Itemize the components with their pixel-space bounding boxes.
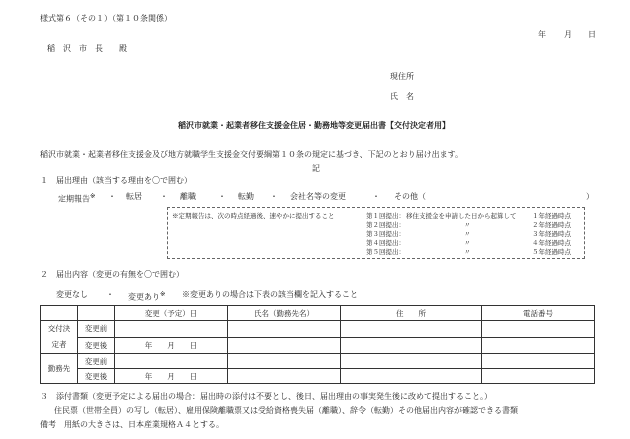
option-no-change: 変更なし	[56, 290, 88, 299]
option-resign: 離職	[180, 192, 196, 201]
ki-mark: 記	[312, 164, 320, 173]
table-row	[41, 354, 595, 369]
phone-cell[interactable]	[482, 369, 595, 384]
schedule-years: ４年経過時点	[532, 239, 571, 247]
header-name: 氏名（勤務先名）	[228, 306, 341, 321]
option-sep: ・	[218, 192, 226, 201]
address-cell[interactable]	[341, 321, 482, 338]
row-label-after: 変更後	[78, 369, 115, 384]
change-table	[40, 305, 595, 384]
address-label: 現住所	[390, 72, 414, 81]
name-cell[interactable]	[228, 369, 341, 384]
row-label-after: 変更後	[78, 337, 115, 354]
option-sep: ・	[108, 192, 116, 201]
option-sep: ・	[106, 290, 114, 299]
option-moving: 転居	[126, 192, 142, 201]
schedule-desc: 〃	[464, 221, 471, 229]
option-other-close: ）	[586, 192, 594, 201]
date-cell[interactable]: 年 月 日	[115, 369, 228, 384]
changed-mark: ※	[160, 290, 166, 298]
regular-mark: ※	[90, 192, 96, 200]
name-cell[interactable]	[228, 354, 341, 369]
schedule-label: 第４回提出：	[366, 239, 405, 247]
group-recipient	[41, 321, 78, 354]
addressee: 稲 沢 市 長 殿	[47, 44, 127, 53]
section1-heading: １ 届出理由（該当する理由を〇で囲む）	[40, 176, 192, 185]
option-changed	[128, 290, 165, 303]
address-cell[interactable]	[341, 354, 482, 369]
table-row	[41, 337, 595, 354]
header-address: 住 所	[341, 306, 482, 321]
address-cell[interactable]	[341, 337, 482, 354]
option-sep: ・	[372, 192, 380, 201]
schedule-years: ２年経過時点	[532, 221, 571, 229]
group-recipient-line2: 定者	[51, 340, 67, 349]
table-header-row	[41, 306, 595, 321]
form-number: 様式第６（その１）（第１０条関係）	[40, 14, 172, 23]
schedule-label: 第１回提出：	[366, 212, 405, 220]
schedule-desc: 〃	[464, 248, 471, 256]
document-title: 稲沢市就業・起業者移住支援金住居・勤務地等変更届出書【交付決定者用】	[178, 120, 450, 130]
section2-heading: ２ 届出内容（変更の有無を〇で囲む）	[40, 270, 184, 279]
schedule-years: １年経過時点	[532, 212, 571, 220]
schedule-desc: 〃	[464, 239, 471, 247]
row-label-before: 変更前	[78, 354, 115, 369]
date-cell[interactable]: 年 月 日	[115, 337, 228, 354]
table-corner-cell	[78, 306, 115, 321]
phone-cell[interactable]	[482, 354, 595, 369]
option-regular	[58, 192, 95, 205]
option-transfer: 転勤	[238, 192, 254, 201]
name-cell[interactable]	[228, 321, 341, 338]
schedule-desc: 移住支援金を申請した日から起算して	[406, 212, 517, 220]
option-company-change: 会社名等の変更	[290, 192, 346, 201]
group-workplace: 勤務先	[41, 354, 78, 384]
schedule-label: 第５回提出：	[366, 248, 405, 256]
remarks: 備考 用紙の大きさは、日本産業規格Ａ４とする。	[40, 420, 224, 429]
section3-documents: 住民票（世帯全員）の写し（転居）、雇用保険離職票又は受給資格喪失届（離職）、辞令（転勤）その他届出内容が確認できる書類	[54, 406, 518, 415]
phone-cell[interactable]	[482, 321, 595, 338]
option-sep: ・	[160, 192, 168, 201]
option-sep: ・	[270, 192, 278, 201]
changed-note: ※変更ありの場合は下表の該当欄を記入すること	[182, 290, 358, 299]
phone-cell[interactable]	[482, 337, 595, 354]
section3-heading: ３ 添付書類（変更予定による届出の場合：届出時の添付は不要とし、後日、届出理由の事実発生後に改めて提出すること。）	[40, 392, 492, 401]
group-recipient-line1: 交付決	[47, 324, 71, 333]
option-changed-label: 変更あり	[128, 292, 160, 302]
date-cell[interactable]	[115, 321, 228, 338]
date-year: 年	[538, 30, 546, 39]
date-day: 日	[588, 30, 596, 39]
table-row	[41, 369, 595, 384]
schedule-label: 第２回提出：	[366, 221, 405, 229]
table-row	[41, 321, 595, 338]
schedule-desc: 〃	[464, 230, 471, 238]
table-corner-cell	[41, 306, 78, 321]
header-phone: 電話番号	[482, 306, 595, 321]
date-month: 月	[564, 30, 572, 39]
intro-text: 稲沢市就業・起業者移住支援金及び地方就職学生支援金交付要綱第１０条の規定に基づき、下記のとおり届け出ます。	[40, 150, 464, 159]
schedule-label: 第３回提出：	[366, 230, 405, 238]
option-other: その他（	[394, 192, 426, 201]
row-label-before: 変更前	[78, 321, 115, 338]
address-cell[interactable]	[341, 369, 482, 384]
header-change-date: 変更（予定）日	[115, 306, 228, 321]
schedule-years: ５年経過時点	[532, 248, 571, 256]
schedule-years: ３年経過時点	[532, 230, 571, 238]
name-cell[interactable]	[228, 337, 341, 354]
date-cell[interactable]	[115, 354, 228, 369]
regular-report-note: ※定期報告は、次の時点経過後、速やかに提出すること	[172, 212, 335, 220]
option-regular-label: 定期報告	[58, 194, 90, 204]
name-label: 氏 名	[390, 92, 414, 101]
